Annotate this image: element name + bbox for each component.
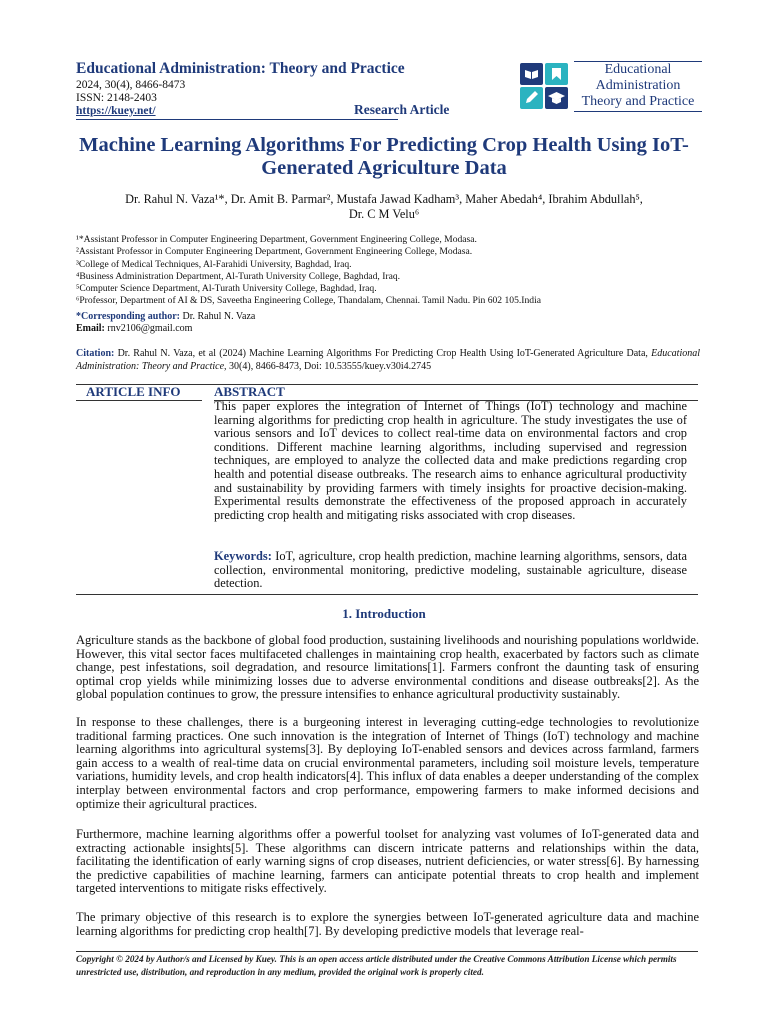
corresponding-label: *Corresponding author: [76,311,180,322]
issn-line: ISSN: 2148-2403 [76,91,157,104]
info-rule-left [76,400,202,401]
affiliation-5: ⁵Computer Science Department, Al-Turath University College, Baghdad, Iraq. [76,283,377,295]
abstract-text: This paper explores the integration of Internet of Things (IoT) technology and machine learning algorithms for predicting crop health in agriculture. The study investigates the use of various sensors and IoT devices to collect real-time data on environmental factors and crop conditions. Different machine learning algorithms, including supervised and regression techniques, are employed to analyze the collected data and make predictions regarding crop health and potential disease outbreaks. The research aims to enhance agricultural productivity and sustainability by providing farmers with timely insights for proactive decision-making. Experimental results demonstrate the effectiveness of the proposed approach in accurately predicting crop health and mitigating risks associated with crop diseases. [214,399,687,522]
journal-logo [520,62,700,112]
affiliations [76,234,696,308]
journal-title: Educational Administration: Theory and Practice [76,60,405,77]
intro-paragraph-3: Furthermore, machine learning algorithms offer a powerful toolset for analyzing vast volumes of IoT-generated data and extracting actionable insights[5]. These algorithms can discern intricate patterns and relationships within the data, facilitating the identification of early warning signs of crop diseases, nutrient deficiencies, or water stress[6]. By harnessing the predictive capabilities of machine learning, farmers can anticipate potential threats to crop health and implement targeted interventions to mitigate risks effectively. [76,827,699,896]
email-address[interactable]: rnv2106@gmail.com [107,322,193,334]
logo-book-icon [520,63,543,85]
keywords [214,550,687,591]
copyright-notice: Copyright © 2024 by Author/s and Licensed by Kuey. This is an open access article distributed under the Creative Commons Attribution License which permits unrestricted use, distribution, and reproduction in any medium, provided the original work is properly cited. [76,954,677,977]
info-rule-bottom [76,594,698,595]
keywords-label: Keywords: [214,549,272,563]
journal-meta [76,79,185,104]
abstract-heading: ABSTRACT [214,384,285,399]
affiliation-2: ²Assistant Professor in Computer Engineering Department, Government Engineering College, Modasa. [76,246,473,258]
affiliation-6: ⁶Professor, Department of AI & DS, Saveetha Engineering College, Thandalam, Chennai. Tamil Nadu. Pin 602 105.India [76,295,542,307]
journal-url-link[interactable]: https://kuey.net/ [76,105,156,117]
authors-line-2: Dr. C M Velu⁶ [348,207,420,221]
logo-cap-icon [545,87,568,109]
corresponding-author [76,311,255,334]
authors-line-1: Dr. Rahul N. Vaza¹*, Dr. Amit B. Parmar², Mustafa Jawad Kadham³, Maher Abedah⁴, Ibrahim Abdullah⁵, [125,192,643,206]
intro-paragraph-2: In response to these challenges, there is a burgeoning interest in leveraging cutting-edge technologies to revolutionize traditional farming practices. One such innovation is the integration of Internet of Things (IoT) technology and machine learning algorithms into agricultural systems[3]. By deploying IoT-enabled sensors and devices across farmland, farmers gain access to a wealth of real-time data on crucial environmental parameters, including soil moisture levels, temperature variations, humidity levels, and crop health indicators[4]. This influx of data enables a deeper understanding of the complex interplay between environmental factors and crop performance, empowering farmers to make informed decisions and optimize their agricultural practices. [76,715,699,811]
keywords-text: IoT, agriculture, crop health prediction, machine learning algorithms, sensors, data collection, environmental monitoring, predictive modeling, sustainable agriculture, disease detection. [214,549,687,591]
logo-bookmark-icon [545,63,568,85]
author-list [80,192,688,222]
section-heading-introduction: 1. Introduction [342,606,426,621]
citation-doi: 30(4), 8466-8473, Doi: 10.53555/kuey.v30i4.2745 [229,361,432,372]
logo-grid-icon [520,63,570,111]
intro-paragraph-1: Agriculture stands as the backbone of global food production, sustaining livelihoods and nourishing populations worldwide. However, this vital sector faces multifaceted challenges in maintaining crop health, exacerbated by factors such as climate change, pest infestations, soil degradation, and resource limitations[1]. Farmers confront the daunting task of ensuring optimal crop yields while minimizing losses due to adverse environmental conditions and disease outbreaks[2]. As the global population continues to grow, the pressure intensifies to enhance agricultural productivity sustainably. [76,633,699,702]
logo-text: Educational Administration Theory and Practice [581,62,695,109]
intro-paragraph-4: The primary objective of this research is to explore the synergies between IoT-generated agriculture data and machine learning algorithms for predicting crop health[7]. By developing predictive models that leverage real- [76,910,699,938]
article-type: Research Article [354,102,450,117]
volume-line: 2024, 30(4), 8466-8473 [76,79,186,91]
citation-journal: Educational Administration: Theory and Practice, [76,348,701,372]
email-label: Email: [76,322,105,334]
affiliation-4: ⁴Business Administration Department, Al-Turath University College, Baghdad, Iraq. [76,270,401,282]
paper-title: Machine Learning Algorithms For Predicting Crop Health Using IoT-Generated Agriculture Data [79,134,689,179]
corresponding-name: Dr. Rahul N. Vaza [182,311,256,322]
citation [76,347,700,373]
header-divider [76,119,398,120]
logo-pencil-icon [520,87,543,109]
citation-label: Citation: [76,348,115,359]
logo-rule-bottom [574,111,702,112]
affiliation-1: ¹*Assistant Professor in Computer Engineering Department, Government Engineering College, Modasa. [76,234,477,245]
footer-divider [76,951,698,952]
citation-text: Dr. Rahul N. Vaza, et al (2024) Machine Learning Algorithms For Predicting Crop Health Using IoT-Generated Agriculture Data, [117,348,648,359]
article-info-heading: ARTICLE INFO [86,384,181,399]
affiliation-3: ³College of Medical Techniques, Al-Farahidi University, Baghdad, Iraq. [76,258,352,270]
